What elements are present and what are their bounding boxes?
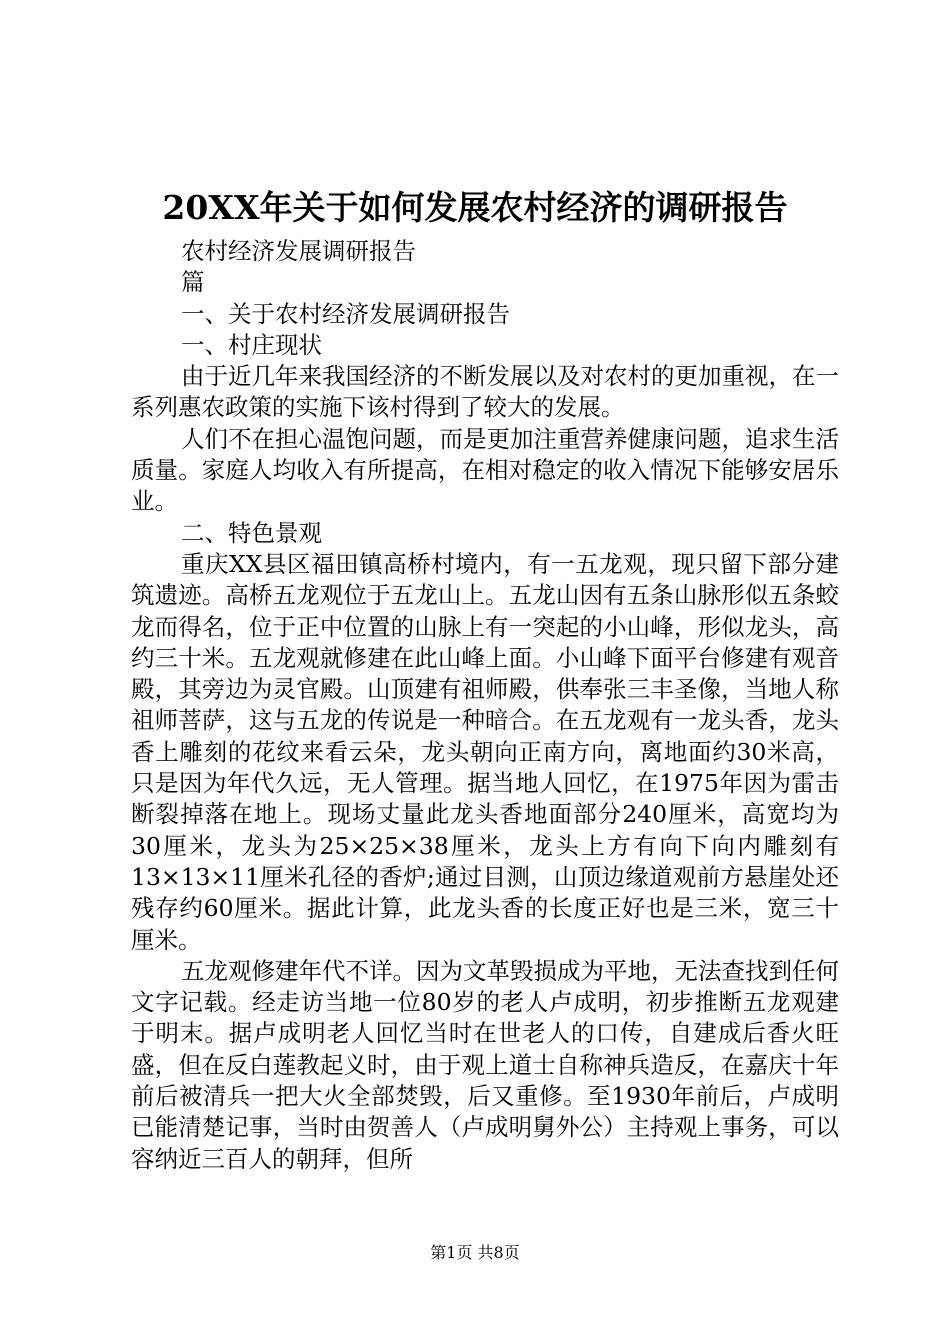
body-paragraph: 重庆XX县区福田镇高桥村境内，有一五龙观，现只留下部分建筑遗迹。高桥五龙观位于五龙山上。五龙山因有五条山脉形似五条蛟龙而得名，位于正中位置的山脉上有一突起的小山峰，形似龙头，高约三十米。五龙观就修建在此山峰上面。小山峰下面平台修建有观音殿，其旁边为灵官殿。山顶建有祖师殿，供奉张三丰圣像，当地人称祖师菩萨，这与五龙的传说是一种暗合。在五龙观有一龙头香，龙头香上雕刻的花纹来看云朵，龙头朝向正南方向，离地面约30米高，只是因为年代久远，无人管理。据当地人回忆，在1975年因为雷击断裂掉落在地上。现场丈量此龙头香地面部分240厘米，高宽均为30厘米，龙头为25×25×38厘米，龙头上方有向下向内雕刻有13×13×11厘米孔径的香炉;通过目测，山顶边缘道观前方悬崖处还残存约60厘米。据此计算，此龙头香的长度正好也是三米，宽三十厘米。 bbox=[131, 549, 839, 954]
subtitle-paragraph: 农村经济发展调研报告 bbox=[181, 237, 416, 265]
body-paragraph: 五龙观修建年代不详。因为文革毁损成为平地，无法查找到任何文字记载。经走访当地一位80岁的老人卢成明，初步推断五龙观建于明末。据卢成明老人回忆当时在世老人的口传，自建成后香火旺盛，但在反白莲教起义时，由于观上道士自称神兵造反，在嘉庆十年前后被清兵一把大火全部焚毁，后又重修。至1930年前后，卢成明已能清楚记事，当时由贺善人（卢成明舅外公）主持观上事务，可以容纳近三百人的朝拜，但所 bbox=[131, 956, 839, 1173]
body-paragraph: 由于近几年来我国经济的不断发展以及对农村的更加重视，在一系列惠农政策的实施下该村得到了较大的发展。 bbox=[131, 362, 839, 422]
document-body bbox=[131, 236, 839, 1175]
document-title: 20XX年关于如何发展农村经济的调研报告 bbox=[162, 188, 788, 227]
heading-village-status: 一、村庄现状 bbox=[181, 330, 322, 359]
page-footer: 第1页 共8页 bbox=[430, 1243, 520, 1262]
section-marker-paragraph: 篇 bbox=[181, 268, 205, 297]
heading-landscape: 二、特色景观 bbox=[181, 518, 322, 547]
heading-paragraph: 一、关于农村经济发展调研报告 bbox=[181, 299, 510, 328]
body-paragraph: 人们不在担心温饱问题，而是更加注重营养健康问题，追求生活质量。家庭人均收入有所提高，在相对稳定的收入情况下能够安居乐业。 bbox=[131, 424, 839, 516]
